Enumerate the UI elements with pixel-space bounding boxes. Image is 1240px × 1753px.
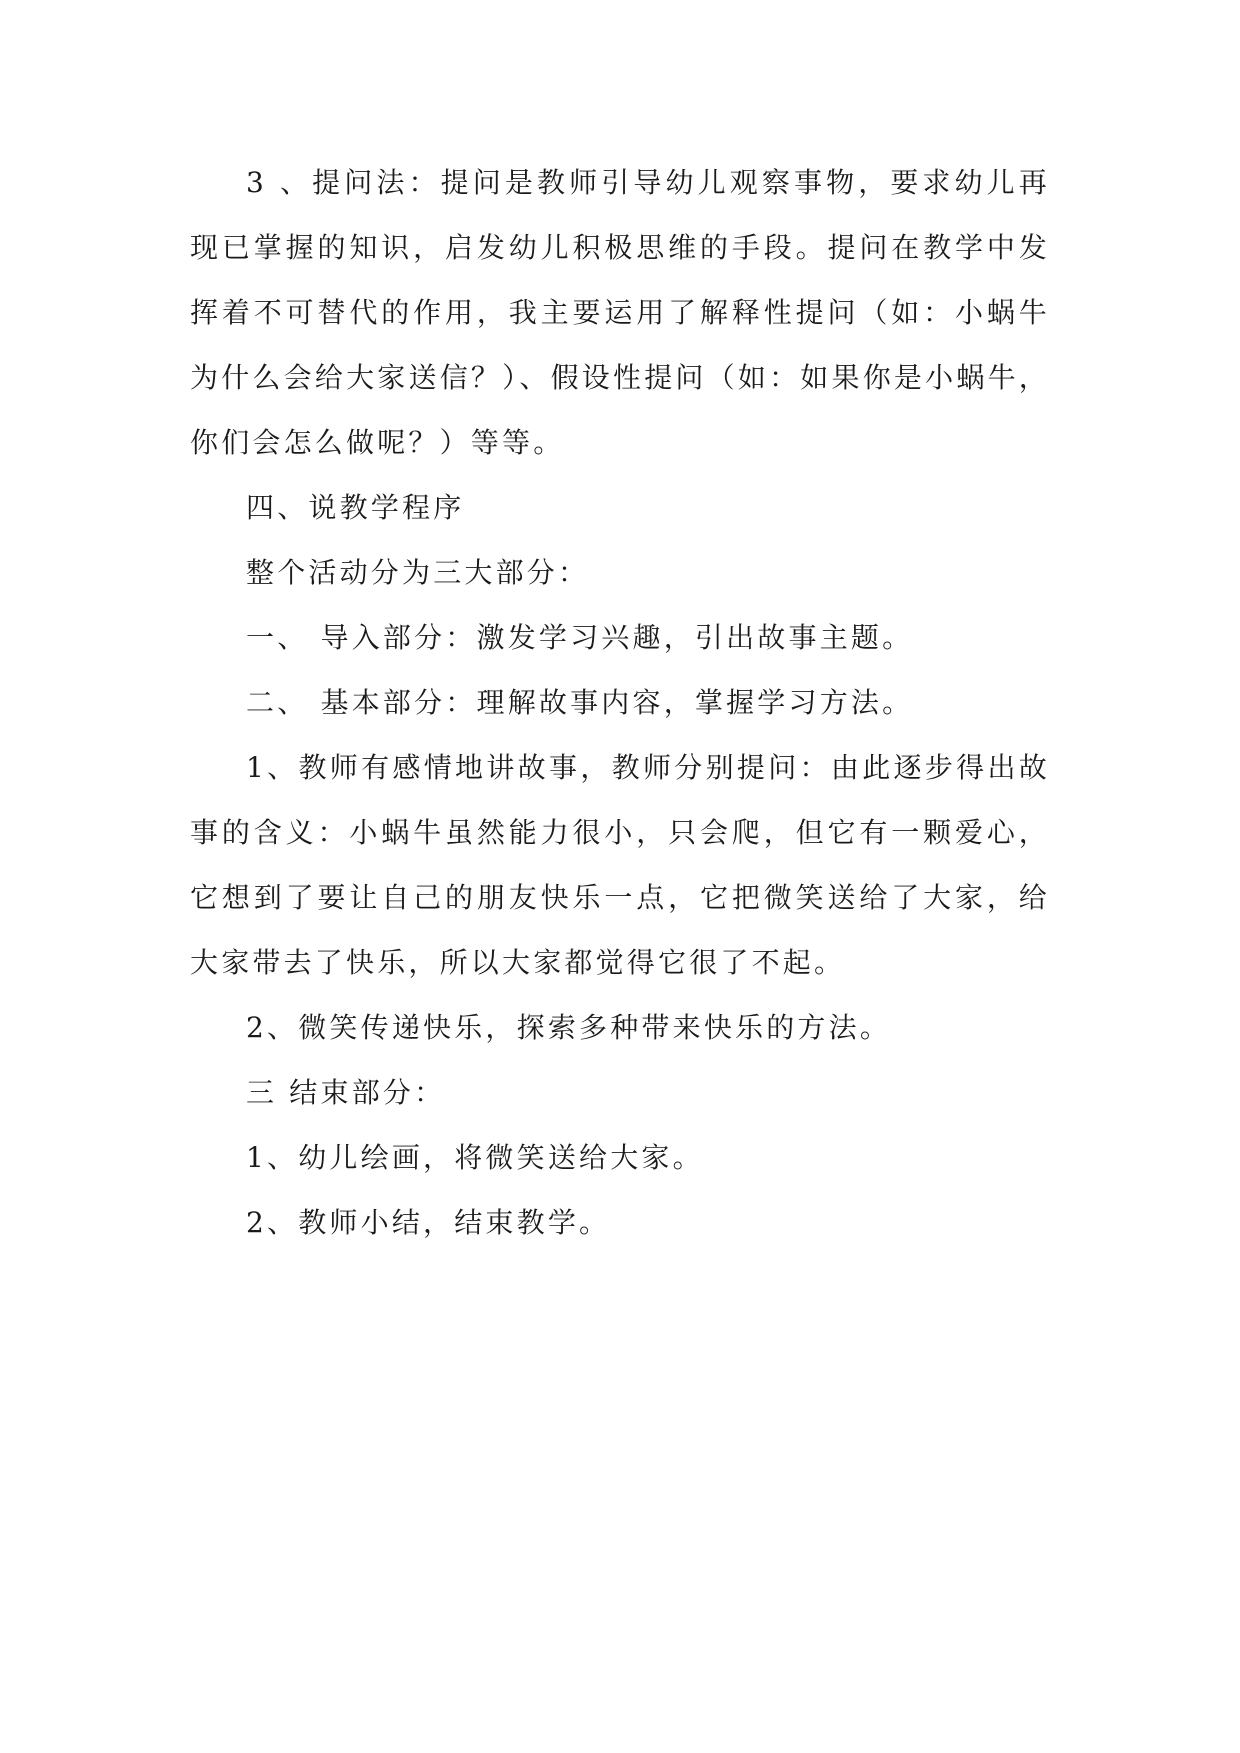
- paragraph-part-three-ending: 三 结束部分：: [246, 1076, 446, 1109]
- paragraph-storytelling-step: 1、教师有感情地讲故事，教师分别提问：由此逐步得出故事的含义：小蜗牛虽然能力很小，只会爬，但它有一颗爱心，它想到了要让自己的朋友快乐一点，它把微笑送给了大家，给大家带去了快乐，所以大家都觉得它很了不起。: [190, 751, 1050, 979]
- document-body: [190, 150, 1050, 1255]
- paragraph-part-one-intro: 一、 导入部分：激发学习兴趣，引出故事主题。: [246, 621, 914, 654]
- paragraph-smile-step: 2、微笑传递快乐，探索多种带来快乐的方法。: [246, 1011, 892, 1044]
- paragraph-summary-step: 2、教师小结，结束教学。: [246, 1206, 611, 1239]
- paragraph-part-two-basic: 二、 基本部分：理解故事内容，掌握学习方法。: [246, 686, 914, 719]
- paragraph-activity-overview: 整个活动分为三大部分：: [246, 556, 590, 589]
- section-heading-teaching-procedure: 四、说教学程序: [246, 491, 465, 524]
- paragraph-drawing-step: 1、幼儿绘画，将微笑送给大家。: [246, 1141, 704, 1174]
- paragraph-questioning-method: 3 、提问法：提问是教师引导幼儿观察事物，要求幼儿再现已掌握的知识，启发幼儿积极思维的手段。提问在教学中发挥着不可替代的作用，我主要运用了解释性提问（如：小蜗牛为什么会给大家送信？）、假设性提问（如：如果你是小蜗牛，你们会怎么做呢？）等等。: [190, 166, 1050, 459]
